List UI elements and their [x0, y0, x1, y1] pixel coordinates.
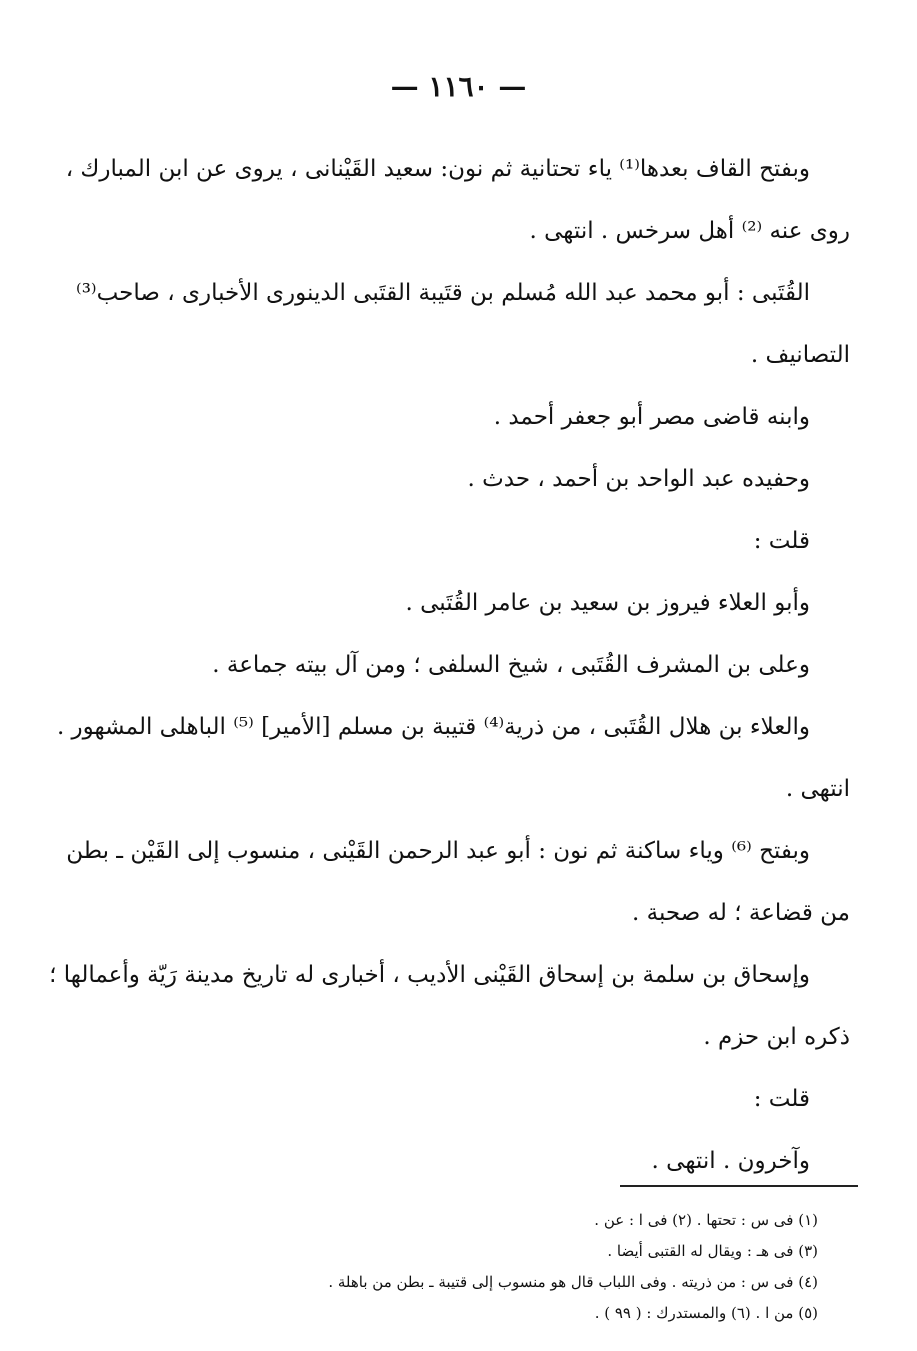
text-line: وإسحاق بن سلمة بن إسحاق القَيْنى الأديب ، أخبارى له تاريخ مدينة رَيّة وأعمالها ؛ [49, 962, 810, 988]
footnote-line: (١) فى س : تحتها . (٢) فى ا : عن . [594, 1211, 818, 1229]
text-line: ذكره ابن حزم . [703, 1024, 850, 1050]
text-line: التصانيف . [750, 342, 850, 368]
text-line: انتهى . [785, 776, 850, 802]
main-text [49, 138, 850, 1192]
text-line: والعلاء بن هلال القُتَبى ، من ذرية⁽⁴⁾ قتيبة بن مسلم [الأمير] ⁽⁵⁾ الباهلى المشهور . [56, 714, 810, 740]
text-line: وحفيده عبد الواحد بن أحمد ، حدث . [467, 466, 810, 492]
text-line: وعلى بن المشرف القُتَبى ، شيخ السلفى ؛ ومن آل بيته جماعة . [212, 652, 810, 678]
text-line: قلت : [753, 528, 810, 554]
text-line: وبفتح ⁽⁶⁾ وياء ساكنة ثم نون : أبو عبد الرحمن القَيْنى ، منسوب إلى القَيْن ـ بطن [66, 838, 810, 864]
footnote-divider [620, 1185, 858, 1187]
footnote-line: (٣) فى هـ : ويقال له القتبى أيضا . [607, 1242, 818, 1260]
text-line: من قضاعة ؛ له صحبة . [632, 900, 850, 926]
text-line: روى عنه ⁽²⁾ أهل سرخس . انتهى . [529, 218, 850, 244]
footnote-line: (٥) من ا . (٦) والمستدرك : ( ٩٩ ) . [594, 1304, 818, 1322]
text-line: وآخرون . انتهى . [651, 1148, 810, 1174]
page-number: — ١١٦٠ — [390, 70, 527, 103]
text-line: القُتَبى : أبو محمد عبد الله مُسلم بن قتَيبة القتَبى الدينورى الأخبارى ، صاحب⁽³⁾ [76, 280, 810, 306]
text-line: وبفتح القاف بعدها⁽¹⁾ ياء تحتانية ثم نون: سعيد القَيْنانى ، يروى عن ابن المبارك ، [65, 156, 810, 182]
text-line: قلت : [753, 1086, 810, 1112]
footnotes [328, 1205, 818, 1329]
footnote-line: (٤) فى س : من ذريته . وفى اللباب قال هو منسوب إلى قتيبة ـ بطن من باهلة . [328, 1273, 818, 1291]
text-line: وابنه قاضى مصر أبو جعفر أحمد . [493, 404, 810, 430]
text-line: وأبو العلاء فيروز بن سعيد بن عامر القُتَبى . [405, 590, 810, 616]
